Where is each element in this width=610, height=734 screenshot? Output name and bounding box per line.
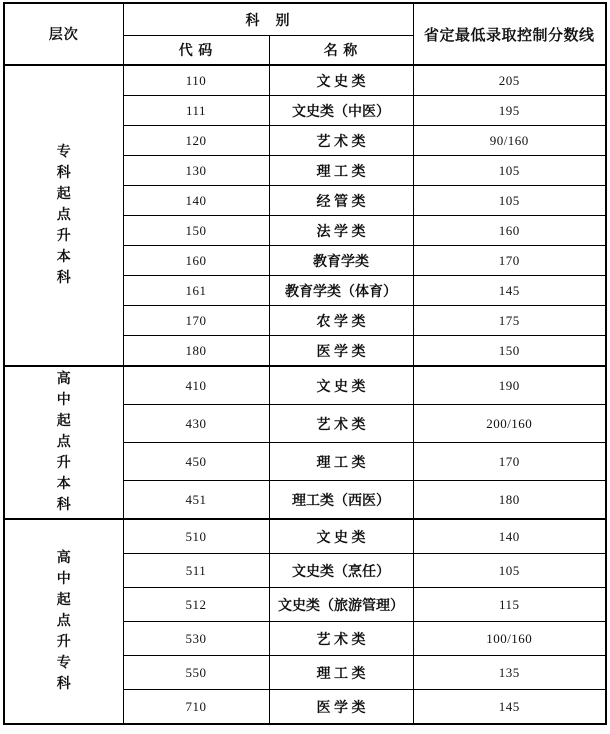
code-cell: 512: [123, 588, 269, 622]
score-cell: 190: [413, 366, 606, 405]
score-cell: 145: [413, 690, 606, 725]
code-cell: 710: [123, 690, 269, 725]
level-cell: [4, 366, 123, 519]
code-cell: 170: [123, 306, 269, 336]
code-cell: 120: [123, 126, 269, 156]
table-body: [4, 65, 606, 724]
score-cell: 175: [413, 306, 606, 336]
name-cell: 教育学类（体育）: [269, 276, 413, 306]
code-cell: 530: [123, 622, 269, 656]
code-cell: 160: [123, 246, 269, 276]
header-score-line: 省定最低录取控制分数线: [413, 3, 606, 65]
name-cell: 艺 术 类: [269, 622, 413, 656]
code-cell: 511: [123, 554, 269, 588]
code-cell: 111: [123, 96, 269, 126]
level-label: 专科起点升本科: [56, 145, 71, 286]
score-cell: 170: [413, 443, 606, 481]
name-cell: 文 史 类: [269, 65, 413, 96]
name-cell: 文史类（中医）: [269, 96, 413, 126]
code-cell: 450: [123, 443, 269, 481]
code-cell: 161: [123, 276, 269, 306]
name-cell: 文史类（旅游管理）: [269, 588, 413, 622]
level-cell: [4, 519, 123, 724]
score-cell: 205: [413, 65, 606, 96]
name-cell: 医 学 类: [269, 690, 413, 725]
score-cell: 105: [413, 186, 606, 216]
header-level: 层次: [4, 3, 123, 65]
score-cell: 195: [413, 96, 606, 126]
code-cell: 410: [123, 366, 269, 405]
score-cell: 105: [413, 554, 606, 588]
code-cell: 130: [123, 156, 269, 186]
name-cell: 理工类（西医）: [269, 481, 413, 520]
name-cell: 艺 术 类: [269, 126, 413, 156]
score-cell: 115: [413, 588, 606, 622]
name-cell: 理 工 类: [269, 656, 413, 690]
score-cell: 150: [413, 336, 606, 367]
code-cell: 140: [123, 186, 269, 216]
score-cell: 90/160: [413, 126, 606, 156]
name-cell: 教育学类: [269, 246, 413, 276]
code-cell: 451: [123, 481, 269, 520]
score-cell: 160: [413, 216, 606, 246]
score-cell: 145: [413, 276, 606, 306]
score-cell: 200/160: [413, 405, 606, 443]
name-cell: 农 学 类: [269, 306, 413, 336]
name-cell: 理 工 类: [269, 443, 413, 481]
score-cell: 135: [413, 656, 606, 690]
header-category: 科 别: [123, 3, 413, 36]
table-header: [4, 3, 606, 65]
name-cell: 法 学 类: [269, 216, 413, 246]
header-row-top: [4, 3, 606, 36]
table-row: [4, 366, 606, 405]
code-cell: 150: [123, 216, 269, 246]
code-cell: 510: [123, 519, 269, 554]
name-cell: 理 工 类: [269, 156, 413, 186]
code-cell: 110: [123, 65, 269, 96]
level-label: 高中起点升专科: [56, 551, 71, 692]
code-cell: 180: [123, 336, 269, 367]
header-name: 名 称: [269, 36, 413, 66]
table-row: [4, 65, 606, 96]
score-cell: 105: [413, 156, 606, 186]
level-cell: [4, 65, 123, 366]
score-cell: 180: [413, 481, 606, 520]
score-cell: 100/160: [413, 622, 606, 656]
code-cell: 550: [123, 656, 269, 690]
score-cell: 170: [413, 246, 606, 276]
code-cell: 430: [123, 405, 269, 443]
score-cell: 140: [413, 519, 606, 554]
name-cell: 文 史 类: [269, 366, 413, 405]
name-cell: 文史类（烹任）: [269, 554, 413, 588]
name-cell: 医 学 类: [269, 336, 413, 367]
header-code: 代 码: [123, 36, 269, 66]
name-cell: 文 史 类: [269, 519, 413, 554]
name-cell: 经 管 类: [269, 186, 413, 216]
name-cell: 艺 术 类: [269, 405, 413, 443]
level-label: 高中起点升本科: [56, 372, 71, 513]
admission-score-table: [3, 2, 607, 725]
table-row: [4, 519, 606, 554]
